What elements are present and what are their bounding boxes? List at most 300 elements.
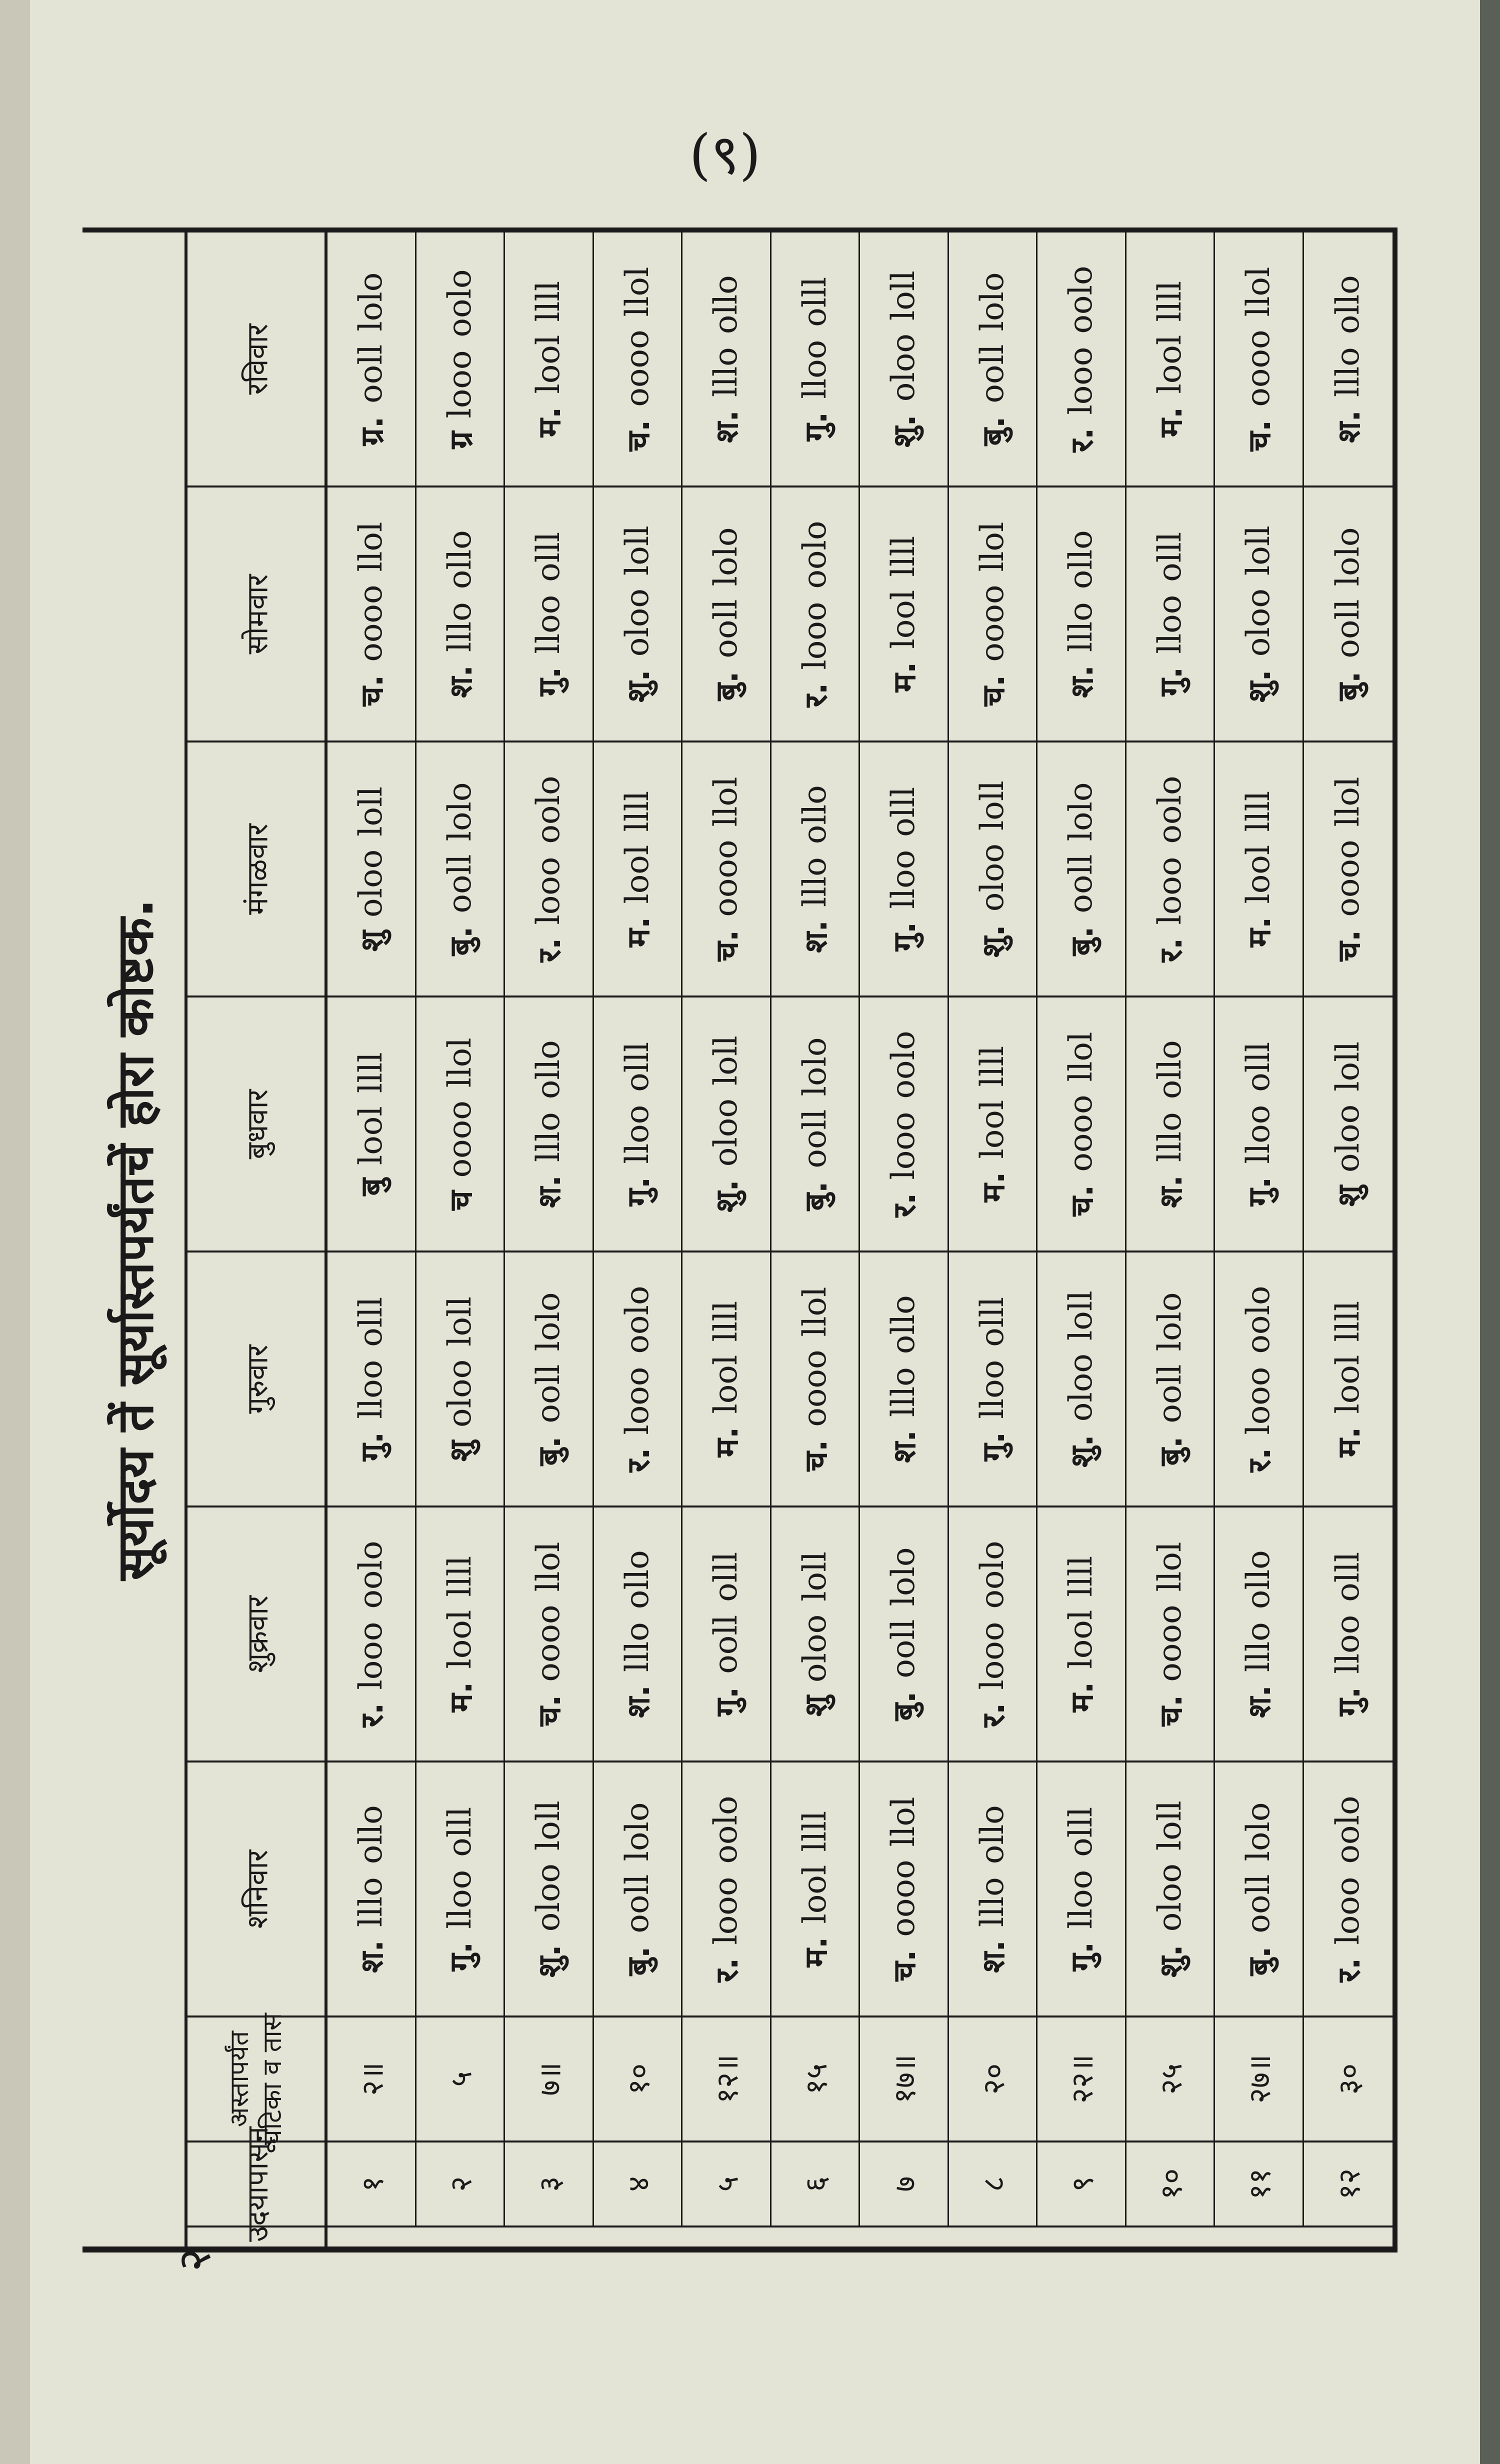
planet-label: बु. xyxy=(620,1946,656,1976)
hora-cell-content xyxy=(1238,267,1280,452)
day-row xyxy=(328,742,1392,998)
binary-code-upper: lloo xyxy=(885,850,922,909)
hora-cell xyxy=(860,232,949,486)
binary-code-lower: olll xyxy=(1151,532,1188,582)
hora-cell-content xyxy=(1149,1040,1191,1208)
binary-code-upper: oooo xyxy=(530,1604,568,1682)
hora-cell-content xyxy=(1149,1542,1191,1726)
day-header xyxy=(188,1252,324,1508)
planet-label: च. xyxy=(531,1694,568,1726)
day-row xyxy=(328,232,1392,488)
binary-code-lower: lolo xyxy=(618,1802,656,1862)
binary-code-upper: looo xyxy=(708,1876,745,1945)
planet-label: म. xyxy=(797,1936,834,1968)
planet-label: शु xyxy=(354,930,390,952)
planet-label: गु. xyxy=(442,1942,479,1972)
index-cell xyxy=(860,2142,949,2226)
ghatika-cell xyxy=(505,2018,594,2140)
day-header-column xyxy=(188,232,328,2246)
binary-code-upper: lllo xyxy=(618,1622,656,1672)
hora-cell xyxy=(1126,488,1216,740)
binary-code-upper: lloo xyxy=(1240,1104,1278,1164)
hora-cell xyxy=(594,1252,683,1506)
row-number: ८ xyxy=(976,2176,1012,2192)
row-number: ११ xyxy=(1242,2168,1278,2200)
binary-code-lower: llol xyxy=(708,776,745,827)
day-row xyxy=(328,998,1392,1252)
ghatika-value: १५ xyxy=(798,2063,834,2095)
hora-cell-content xyxy=(350,1805,392,1973)
row-number: ३ xyxy=(532,2176,568,2192)
hora-cell-content xyxy=(972,780,1014,958)
planet-label: र. xyxy=(1330,1958,1368,1982)
binary-code-lower: ollo xyxy=(1151,1040,1188,1100)
binary-code-upper: looo xyxy=(530,856,568,925)
index-cell xyxy=(1038,2142,1126,2226)
hora-cell xyxy=(505,1508,594,1760)
hora-cell-content xyxy=(528,1542,570,1726)
day-header xyxy=(188,998,324,1252)
binary-code-lower: llll xyxy=(1240,790,1278,832)
hora-cell-content xyxy=(350,1540,392,1727)
hora-cell-content xyxy=(616,267,658,452)
hora-cell xyxy=(1038,998,1126,1250)
index-cell xyxy=(1215,2142,1304,2226)
binary-code-upper: oloo xyxy=(1330,1104,1367,1172)
binary-code-upper: lool xyxy=(1151,334,1188,394)
binary-code-upper: oooo xyxy=(618,330,656,407)
binary-code-upper: ooll xyxy=(796,1109,834,1168)
planet-label: शु. xyxy=(708,1180,746,1212)
binary-code-lower: olll xyxy=(352,1296,390,1347)
hora-cell xyxy=(949,1508,1038,1760)
planet-label: र. xyxy=(974,1702,1012,1728)
planet-label: र. xyxy=(531,938,568,962)
binary-code-upper: ooll xyxy=(708,1614,745,1674)
binary-code-lower: llol xyxy=(618,266,656,317)
hora-cell-content xyxy=(1149,1800,1191,1978)
hora-cell xyxy=(416,1508,506,1760)
binary-code-upper: lloo xyxy=(974,1360,1011,1419)
hora-cell xyxy=(682,1252,772,1506)
binary-code-lower: loll xyxy=(1151,1800,1188,1851)
binary-code-upper: oooo xyxy=(974,584,1011,662)
hora-cell-content xyxy=(794,277,836,441)
hora-cell-content xyxy=(1327,1042,1369,1206)
hora-cell-content xyxy=(1060,266,1102,452)
hora-cell-content xyxy=(616,1286,658,1472)
hora-cell-content xyxy=(1149,776,1191,962)
planet-label: गु. xyxy=(708,1686,746,1716)
binary-code-upper: lllo xyxy=(530,1112,568,1162)
planet-label: श. xyxy=(1152,1175,1189,1208)
planet-label: च. xyxy=(620,420,656,452)
binary-code-upper: ooll xyxy=(618,1874,656,1934)
binary-code-lower: loll xyxy=(352,786,390,836)
planet-label: च. xyxy=(1152,1694,1189,1726)
binary-code-upper: oooo xyxy=(1062,1094,1100,1172)
hora-cell xyxy=(1215,998,1304,1250)
hora-cell-content xyxy=(1060,1556,1102,1712)
day-name: शुक्रवार xyxy=(240,1595,274,1673)
planet-label: म. xyxy=(1064,1682,1100,1712)
binary-code-lower: oolo xyxy=(1062,266,1100,334)
planet-label: च. xyxy=(886,1950,923,1982)
binary-code-lower: llol xyxy=(530,1542,568,1592)
hora-cell xyxy=(860,742,949,996)
binary-code-lower: olll xyxy=(530,532,568,582)
hora-cell-content xyxy=(1238,1802,1280,1976)
binary-code-upper: lool xyxy=(1062,1610,1100,1669)
binary-code-upper: oloo xyxy=(1240,588,1278,657)
hora-cell xyxy=(682,742,772,996)
hora-cell xyxy=(860,1508,949,1760)
binary-code-upper: lloo xyxy=(1062,1870,1100,1929)
binary-code-upper: lool xyxy=(708,1354,745,1414)
binary-code-lower: llol xyxy=(441,1038,478,1088)
hora-cell xyxy=(1304,742,1393,996)
day-header xyxy=(188,488,324,742)
binary-code-lower: ollo xyxy=(796,785,834,844)
binary-code-lower: ollo xyxy=(441,530,478,590)
binary-code-lower: loll xyxy=(885,270,922,321)
hora-cell xyxy=(328,998,416,1250)
binary-code-lower: llll xyxy=(1151,280,1188,322)
binary-code-lower: olll xyxy=(796,276,834,327)
day-name: रविवार xyxy=(240,324,274,394)
binary-code-lower: lolo xyxy=(1330,527,1367,586)
ghatika-value: १० xyxy=(621,2063,656,2095)
hora-cell-content xyxy=(1238,1042,1280,1206)
hora-cell xyxy=(594,1508,683,1760)
binary-code-upper: looo xyxy=(1151,856,1188,925)
hora-table xyxy=(82,228,1398,2252)
binary-code-upper: lool xyxy=(796,1864,834,1924)
ghatika-header xyxy=(188,2012,324,2146)
hora-cell xyxy=(1126,1762,1216,2016)
hora-cell xyxy=(949,232,1038,486)
ghatika-cell xyxy=(772,2018,860,2140)
binary-code-lower: olll xyxy=(708,1552,745,1602)
planet-label: र. xyxy=(620,1448,656,1472)
binary-code-upper: lool xyxy=(352,1106,390,1166)
ghatika-value: १२॥ xyxy=(710,2054,746,2104)
hora-cell xyxy=(1215,1762,1304,2016)
planet-label: र. xyxy=(1241,1448,1278,1472)
hora-cell xyxy=(416,998,506,1250)
hora-cell-content xyxy=(1238,1550,1280,1718)
hora-cell-content xyxy=(794,785,836,953)
hora-cell xyxy=(416,742,506,996)
hora-cell-content xyxy=(350,272,392,446)
planet-label: म. xyxy=(442,1682,479,1712)
row-number: २ xyxy=(444,2176,479,2192)
binary-code-upper: oooo xyxy=(708,840,745,917)
binary-code-lower: ollo xyxy=(885,1295,922,1354)
hora-cell-content xyxy=(1327,528,1369,701)
binary-code-lower: ollo xyxy=(530,1040,568,1100)
binary-code-upper: lloo xyxy=(618,1104,656,1164)
ghatika-cell xyxy=(682,2018,772,2140)
binary-code-upper: lloo xyxy=(1330,1614,1367,1674)
binary-code-lower: oolo xyxy=(974,1540,1011,1609)
planet-label: म. xyxy=(974,1172,1012,1202)
binary-code-lower: loll xyxy=(441,1296,478,1346)
ghatika-value: २७॥ xyxy=(1242,2054,1278,2104)
binary-code-upper: ooll xyxy=(1330,599,1367,658)
planet-label: गु. xyxy=(797,412,834,442)
hora-cell xyxy=(1304,998,1393,1250)
binary-code-lower: lolo xyxy=(441,782,478,842)
hora-cell-content xyxy=(972,1046,1014,1202)
binary-code-lower: oolo xyxy=(530,776,568,844)
binary-code-upper: ooll xyxy=(974,344,1011,404)
hora-cell xyxy=(1126,998,1216,1250)
hora-cell-content xyxy=(350,522,392,706)
hora-cell xyxy=(1126,1252,1216,1506)
hora-cell xyxy=(772,998,860,1250)
planet-label: गु. xyxy=(354,1432,390,1462)
binary-code-upper: oooo xyxy=(1330,840,1367,917)
binary-code-upper: lllo xyxy=(1240,1622,1278,1672)
binary-code-upper: lloo xyxy=(441,1870,478,1929)
planet-label: बु xyxy=(354,1178,390,1196)
planet-label: गु. xyxy=(974,1432,1012,1462)
binary-code-upper: lool xyxy=(441,1610,478,1669)
planet-label: म. xyxy=(1152,406,1189,438)
planet-label: च. xyxy=(1064,1184,1100,1216)
index-cell xyxy=(594,2142,683,2226)
hora-cell-content xyxy=(882,787,924,951)
planet-label: च. xyxy=(708,930,746,962)
binary-code-lower: ollo xyxy=(708,275,745,334)
hora-cell-content xyxy=(972,1805,1014,1973)
row-number: १२ xyxy=(1332,2168,1368,2200)
planet-label: च. xyxy=(354,674,390,706)
binary-code-lower: llll xyxy=(1062,1556,1100,1597)
row-number: १० xyxy=(1154,2168,1189,2200)
hora-cell-content xyxy=(439,782,481,956)
binary-code-upper: lool xyxy=(1240,844,1278,904)
hora-cell-content xyxy=(1327,777,1369,962)
hora-cell-content xyxy=(705,777,747,962)
hora-cell-content xyxy=(1060,1807,1102,1971)
binary-code-lower: lolo xyxy=(352,272,390,332)
planet-label: गु. xyxy=(620,1176,656,1206)
planet-label: श. xyxy=(886,1430,923,1463)
hora-cell xyxy=(1038,1252,1126,1506)
planet-label: शु. xyxy=(1152,1944,1189,1978)
hora-cell-content xyxy=(1060,782,1102,956)
binary-code-upper: oloo xyxy=(1151,1864,1188,1932)
planet-label: बु. xyxy=(1241,1946,1278,1976)
binary-code-lower: llol xyxy=(1330,776,1367,827)
day-name: गुरुवार xyxy=(240,1344,274,1414)
binary-code-lower: llll xyxy=(974,1046,1011,1087)
planet-label: बु. xyxy=(442,926,479,956)
binary-code-upper: oooo xyxy=(1151,1604,1188,1682)
hora-cell xyxy=(1215,742,1304,996)
hora-cell xyxy=(416,1252,506,1506)
planet-label: र. xyxy=(797,682,834,708)
binary-code-lower: olll xyxy=(1330,1552,1367,1602)
hora-cell-content xyxy=(882,270,924,448)
hora-cell xyxy=(1215,488,1304,740)
planet-label: गु. xyxy=(1064,1942,1100,1972)
row-number: ६ xyxy=(798,2176,834,2192)
hora-cell-content xyxy=(1327,1552,1369,1716)
hora-cell-content xyxy=(1149,281,1191,438)
binary-code-upper: lllo xyxy=(1151,1112,1188,1162)
hora-cell xyxy=(682,1762,772,2016)
table-cells-area xyxy=(328,232,1392,2246)
binary-code-lower: oolo xyxy=(1330,1796,1367,1864)
binary-code-lower: lolo xyxy=(530,1292,568,1352)
binary-code-upper: looo xyxy=(796,602,834,670)
hora-cell-content xyxy=(439,530,481,698)
binary-code-upper: ooll xyxy=(441,854,478,914)
index-cell xyxy=(1304,2142,1393,2226)
hora-cell xyxy=(682,1508,772,1760)
binary-code-lower: llll xyxy=(1330,1300,1367,1342)
hora-cell-content xyxy=(439,1807,481,1971)
binary-code-upper: oooo xyxy=(352,584,390,662)
day-header xyxy=(188,1508,324,1762)
hora-cell xyxy=(594,742,683,996)
row-number: ७ xyxy=(888,2176,923,2192)
hora-cell-content xyxy=(439,269,481,448)
row-number: ९ xyxy=(1065,2176,1100,2192)
planet-label: श. xyxy=(1330,410,1368,443)
hora-cell-content xyxy=(972,272,1014,446)
hora-cell xyxy=(1215,232,1304,486)
hora-cell-content xyxy=(1149,1292,1191,1466)
binary-code-lower: olll xyxy=(1062,1806,1100,1857)
hora-cell xyxy=(594,998,683,1250)
binary-code-upper: lool xyxy=(618,844,656,904)
table-title: सूर्योदय तें सूर्यास्तपर्यंतचें होरा कोष्टक. xyxy=(106,898,164,1580)
planet-label: शु xyxy=(797,1695,834,1717)
binary-code-lower: olll xyxy=(618,1042,656,1092)
day-row xyxy=(328,1762,1392,2018)
planet-label: शु xyxy=(1330,1185,1368,1207)
hora-cell-content xyxy=(794,1811,836,1968)
binary-code-upper: lool xyxy=(530,334,568,394)
binary-code-lower: loll xyxy=(708,1036,745,1086)
binary-code-lower: loll xyxy=(1240,526,1278,576)
facing-page-edge xyxy=(0,0,30,2464)
index-cell xyxy=(682,2142,772,2226)
binary-code-upper: looo xyxy=(618,1366,656,1435)
planet-label: शु. xyxy=(1241,670,1278,702)
hora-cell-content xyxy=(705,1301,747,1458)
hora-cell xyxy=(328,232,416,486)
hora-cell xyxy=(505,232,594,486)
index-header-label: उदयापासून xyxy=(240,2126,274,2242)
hora-cell-content xyxy=(1238,791,1280,948)
planet-label: बु. xyxy=(1330,671,1368,701)
hora-cell xyxy=(949,1762,1038,2016)
hora-cell xyxy=(1304,232,1393,486)
binary-code-lower: loll xyxy=(1330,1041,1367,1092)
hora-cell-content xyxy=(1060,530,1102,698)
row-number: ५ xyxy=(710,2176,746,2192)
planet-label: म. xyxy=(708,1426,746,1458)
hora-cell-content xyxy=(794,1038,836,1211)
hora-cell-content xyxy=(705,275,747,443)
hora-cell-content xyxy=(1060,1290,1102,1468)
planet-label: श. xyxy=(1241,1685,1278,1718)
hora-cell xyxy=(416,1762,506,2016)
hora-cell xyxy=(328,1508,416,1760)
binary-code-upper: looo xyxy=(1062,346,1100,415)
hora-cell-content xyxy=(1327,1796,1369,1982)
ghatika-cell xyxy=(1126,2018,1216,2140)
hora-cell xyxy=(1038,1762,1126,2016)
day-name: बुधवार xyxy=(240,1089,274,1159)
planet-label: शु. xyxy=(1064,1434,1100,1468)
row-number: ४ xyxy=(621,2176,656,2192)
planet-label: शु. xyxy=(974,924,1012,958)
binary-code-upper: oloo xyxy=(708,1098,745,1167)
ghatika-cell xyxy=(416,2018,506,2140)
binary-code-upper: ooll xyxy=(708,599,745,658)
ghatika-cell xyxy=(1038,2018,1126,2140)
planet-label: ग्र. xyxy=(354,416,390,446)
binary-code-lower: llll xyxy=(352,1052,390,1094)
planet-label: श. xyxy=(1064,665,1100,698)
binary-code-upper: lllo xyxy=(708,347,745,398)
hora-cell xyxy=(772,232,860,486)
binary-code-lower: loll xyxy=(618,526,656,576)
planet-label: बु. xyxy=(974,416,1012,446)
binary-code-lower: olll xyxy=(974,1296,1011,1347)
hora-cell-content xyxy=(1238,526,1280,702)
hora-cell-content xyxy=(350,1052,392,1196)
planet-label: र. xyxy=(1152,938,1189,962)
planet-label: गु. xyxy=(531,666,568,696)
binary-code-upper: ooll xyxy=(1240,1874,1278,1934)
ghatika-value: २० xyxy=(976,2063,1012,2095)
day-header xyxy=(188,742,324,998)
binary-code-lower: ollo xyxy=(618,1550,656,1610)
hora-cell xyxy=(328,1762,416,2016)
binary-code-lower: lolo xyxy=(796,1037,834,1096)
ghatika-cell xyxy=(1304,2018,1393,2140)
table-grid xyxy=(188,232,1392,2246)
planet-label: श. xyxy=(620,1685,656,1718)
hora-cell-content xyxy=(705,1552,747,1716)
planet-label: बु. xyxy=(531,1436,568,1466)
binary-code-lower: olll xyxy=(441,1806,478,1857)
binary-code-lower: olll xyxy=(885,786,922,837)
binary-code-upper: oloo xyxy=(530,1864,568,1932)
binary-code-lower: lolo xyxy=(1062,782,1100,842)
planet-label: म. xyxy=(620,916,656,948)
binary-code-upper: lloo xyxy=(352,1360,390,1419)
binary-code-lower: loll xyxy=(974,780,1011,831)
binary-code-lower: oolo xyxy=(796,520,834,589)
binary-code-upper: lllo xyxy=(352,1877,390,1928)
planet-label: च. xyxy=(974,674,1012,706)
binary-code-upper: oloo xyxy=(441,1359,478,1428)
binary-code-lower: lolo xyxy=(885,1547,922,1606)
hora-cell-content xyxy=(794,520,836,707)
planet-label: म. xyxy=(886,662,923,692)
hora-cell xyxy=(949,488,1038,740)
planet-label: र. xyxy=(1064,428,1100,452)
index-row xyxy=(328,2142,1392,2228)
